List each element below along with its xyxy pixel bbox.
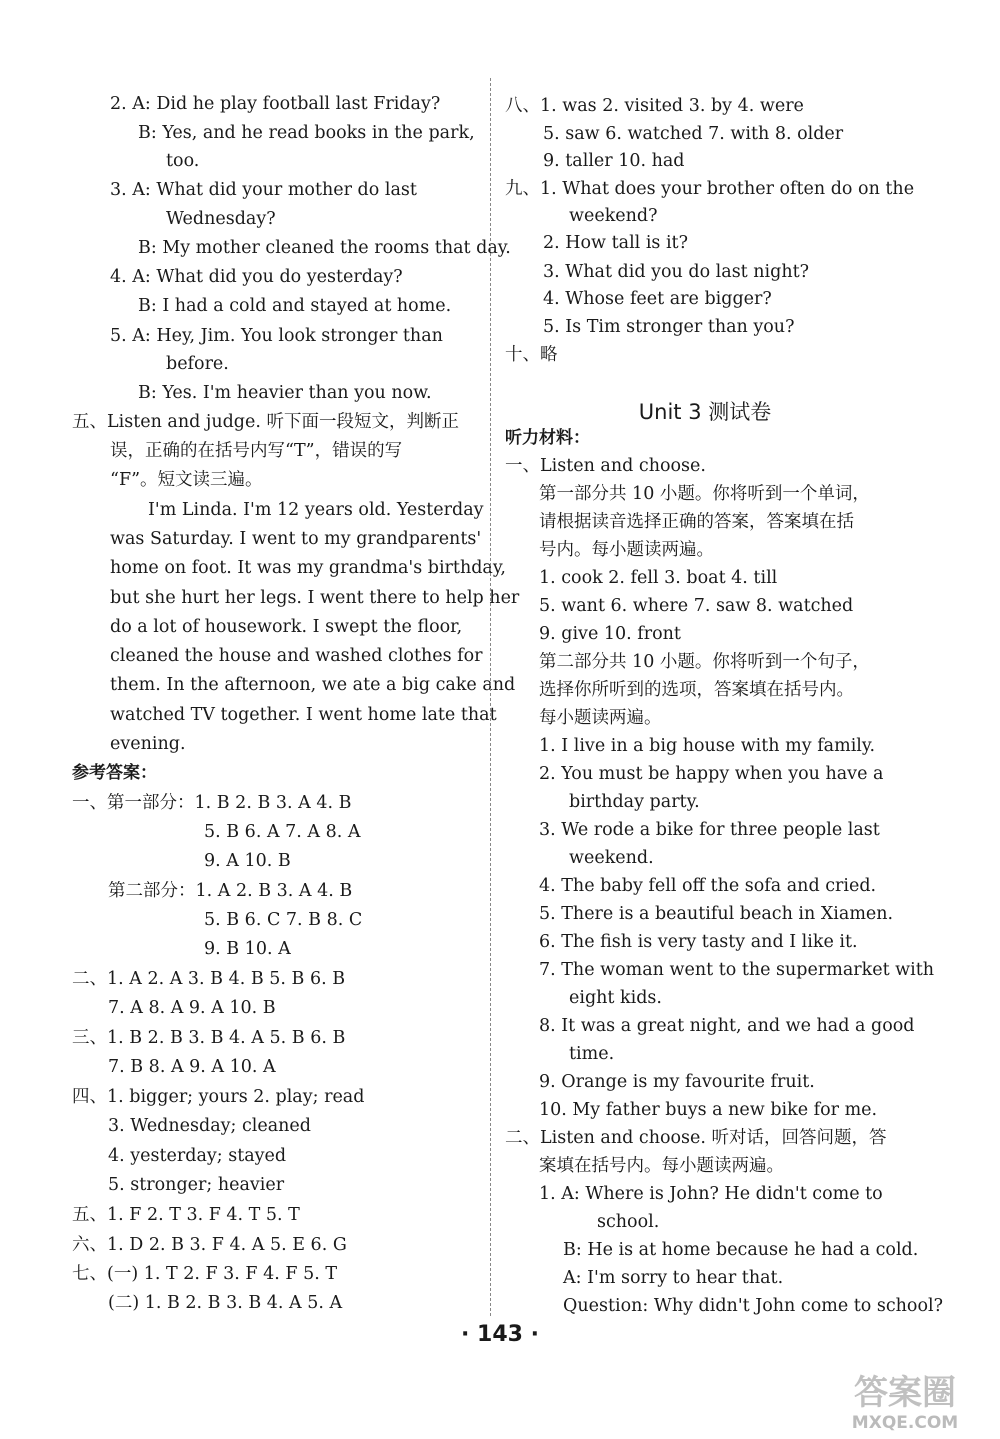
right_column-line: 1. I live in a big house with my family.: [539, 736, 876, 756]
right_column-line: weekend.: [569, 848, 654, 868]
left_column-line: B: I had a cold and stayed at home.: [138, 296, 452, 316]
right_column-line: 5. saw 6. watched 7. with 8. older: [543, 124, 844, 144]
right_column-line: eight kids.: [569, 988, 662, 1008]
right_column-line: 每小题读两遍。: [539, 708, 662, 728]
left_column-line: before.: [166, 354, 229, 374]
watermark-logo-sub: MXQE.COM: [851, 1413, 959, 1432]
right_column-line: 4. Whose feet are bigger?: [543, 289, 772, 309]
left_column-line: 4. A: What did you do yesterday?: [110, 267, 403, 287]
left_column-line: 9. B 10. A: [204, 939, 291, 959]
unit-3-test-heading: Unit 3 测试卷: [638, 400, 772, 424]
right_column-line: 7. The woman went to the supermarket with: [539, 960, 935, 980]
left_column-line: 9. A 10. B: [204, 851, 291, 871]
right_column-line: 8. It was a great night, and we had a good: [539, 1016, 915, 1036]
right_column-line: 十、略: [505, 345, 558, 365]
right_column-line: 10. My father buys a new bike for me.: [539, 1100, 878, 1120]
right_column-line: 八、1. was 2. visited 3. by 4. were: [505, 96, 804, 116]
left_column-line: 六、1. D 2. B 3. F 4. A 5. E 6. G: [72, 1235, 347, 1255]
right_column-line: 3. We rode a bike for three people last: [539, 820, 880, 840]
right_column-line: 5. want 6. where 7. saw 8. watched: [539, 596, 854, 616]
left_column-line: evening.: [110, 734, 186, 754]
left_column-line: 3. Wednesday; cleaned: [108, 1116, 311, 1136]
left_column-line: 5. B 6. C 7. B 8. C: [204, 910, 363, 930]
right_column-line: Question: Why didn't John come to school?: [563, 1296, 943, 1316]
right_column-line: 二、Listen and choose. 听对话，回答问题，答: [505, 1128, 887, 1148]
right_column-line: 1. A: Where is John? He didn't come to: [539, 1184, 883, 1204]
left_column-line: was Saturday. I went to my grandparents': [110, 529, 482, 549]
left_column-line: “F”。短文读三遍。: [110, 470, 263, 490]
left_column-line: watched TV together. I went home late that: [110, 705, 497, 725]
left_column-line: do a lot of housework. I swept the floor,: [110, 617, 463, 637]
right_column-line: birthday party.: [569, 792, 700, 812]
page-number: · 143 ·: [461, 1322, 539, 1347]
left_column-line: 二、1. A 2. A 3. B 4. B 5. B 6. B: [72, 969, 346, 989]
right_column-line: 听力材料：: [505, 428, 590, 448]
left_column-line: 五、1. F 2. T 3. F 4. T 5. T: [72, 1205, 300, 1225]
right_column-line: 第二部分共 10 小题。你将听到一个句子，: [539, 652, 870, 672]
left_column-line: cleaned the house and washed clothes for: [110, 646, 483, 666]
left_column-line: them. In the afternoon, we ate a big cake and: [110, 675, 516, 695]
right_column-line: weekend?: [569, 206, 658, 226]
watermark-logo-main: 答案圈: [854, 1373, 956, 1413]
left_column-line: 五、Listen and judge. 听下面一段短文，判断正: [72, 412, 459, 432]
right_column-line: time.: [569, 1044, 615, 1064]
column-divider: [490, 78, 491, 1316]
right_column-line: 2. You must be happy when you have a: [539, 764, 884, 784]
left_column-line: 7. B 8. A 9. A 10. A: [108, 1057, 276, 1077]
left_column-line: 七、(一) 1. T 2. F 3. F 4. F 5. T: [72, 1264, 338, 1284]
right_column-line: 第一部分共 10 小题。你将听到一个单词，: [539, 484, 870, 504]
left_column-line: 一、第一部分：1. B 2. B 3. A 4. B: [72, 793, 352, 813]
left_column-line: 5. A: Hey, Jim. You look stronger than: [110, 326, 443, 346]
left_column-line: (二) 1. B 2. B 3. B 4. A 5. A: [108, 1293, 343, 1313]
right_column-line: A: I'm sorry to hear that.: [563, 1268, 784, 1288]
left_column-line: home on foot. It was my grandma's birthday,: [110, 558, 506, 578]
left_column-line: 4. yesterday; stayed: [108, 1146, 287, 1166]
left_column-line: 三、1. B 2. B 3. B 4. A 5. B 6. B: [72, 1028, 346, 1048]
left_column-line: 7. A 8. A 9. A 10. B: [108, 998, 276, 1018]
left_column-line: 5. stronger; heavier: [108, 1175, 285, 1195]
right_column-line: 2. How tall is it?: [543, 233, 688, 253]
right_column-line: 一、Listen and choose.: [505, 456, 706, 476]
right_column-line: school.: [597, 1212, 660, 1232]
left_column-line: Wednesday?: [166, 209, 276, 229]
right_column-line: 九、1. What does your brother often do on the: [505, 179, 915, 199]
right_column-line: 请根据读音选择正确的答案，答案填在括: [539, 512, 854, 532]
left_column-line: 第二部分：1. A 2. B 3. A 4. B: [108, 881, 353, 901]
left_column-line: but she hurt her legs. I went there to help her: [110, 588, 520, 608]
right_column-line: 4. The baby fell off the sofa and cried.: [539, 876, 877, 896]
left_column-line: 参考答案：: [72, 763, 157, 783]
right_column-line: 6. The fish is very tasty and I like it.: [539, 932, 858, 952]
left_column-line: 5. B 6. A 7. A 8. A: [204, 822, 361, 842]
right_column-line: 9. give 10. front: [539, 624, 681, 644]
watermark-logo: [820, 1368, 990, 1432]
left_column-line: 四、1. bigger; yours 2. play; read: [72, 1087, 365, 1107]
right_column-line: 选择你所听到的选项，答案填在括号内。: [539, 680, 854, 700]
right_column-line: 5. There is a beautiful beach in Xiamen.: [539, 904, 894, 924]
left_column-line: 误，正确的在括号内写“T”，错误的写: [110, 441, 403, 461]
right_column-line: 案填在括号内。每小题读两遍。: [539, 1156, 784, 1176]
right_column-line: 5. Is Tim stronger than you?: [543, 317, 795, 337]
left_column-line: 2. A: Did he play football last Friday?: [110, 94, 441, 114]
right_column-line: 3. What did you do last night?: [543, 262, 810, 282]
right_column-line: 9. Orange is my favourite fruit.: [539, 1072, 815, 1092]
right_column-line: B: He is at home because he had a cold.: [563, 1240, 919, 1260]
right_column-line: 1. cook 2. fell 3. boat 4. till: [539, 568, 778, 588]
left_column-line: B: Yes. I'm heavier than you now.: [138, 383, 432, 403]
left_column-line: B: Yes, and he read books in the park,: [138, 123, 475, 143]
right_column-line: 9. taller 10. had: [543, 151, 685, 171]
right_column-line: 号内。每小题读两遍。: [539, 540, 714, 560]
left_column-line: too.: [166, 151, 200, 171]
left_column-line: I'm Linda. I'm 12 years old. Yesterday: [148, 500, 484, 520]
left_column-line: B: My mother cleaned the rooms that day.: [138, 238, 511, 258]
left_column-line: 3. A: What did your mother do last: [110, 180, 417, 200]
